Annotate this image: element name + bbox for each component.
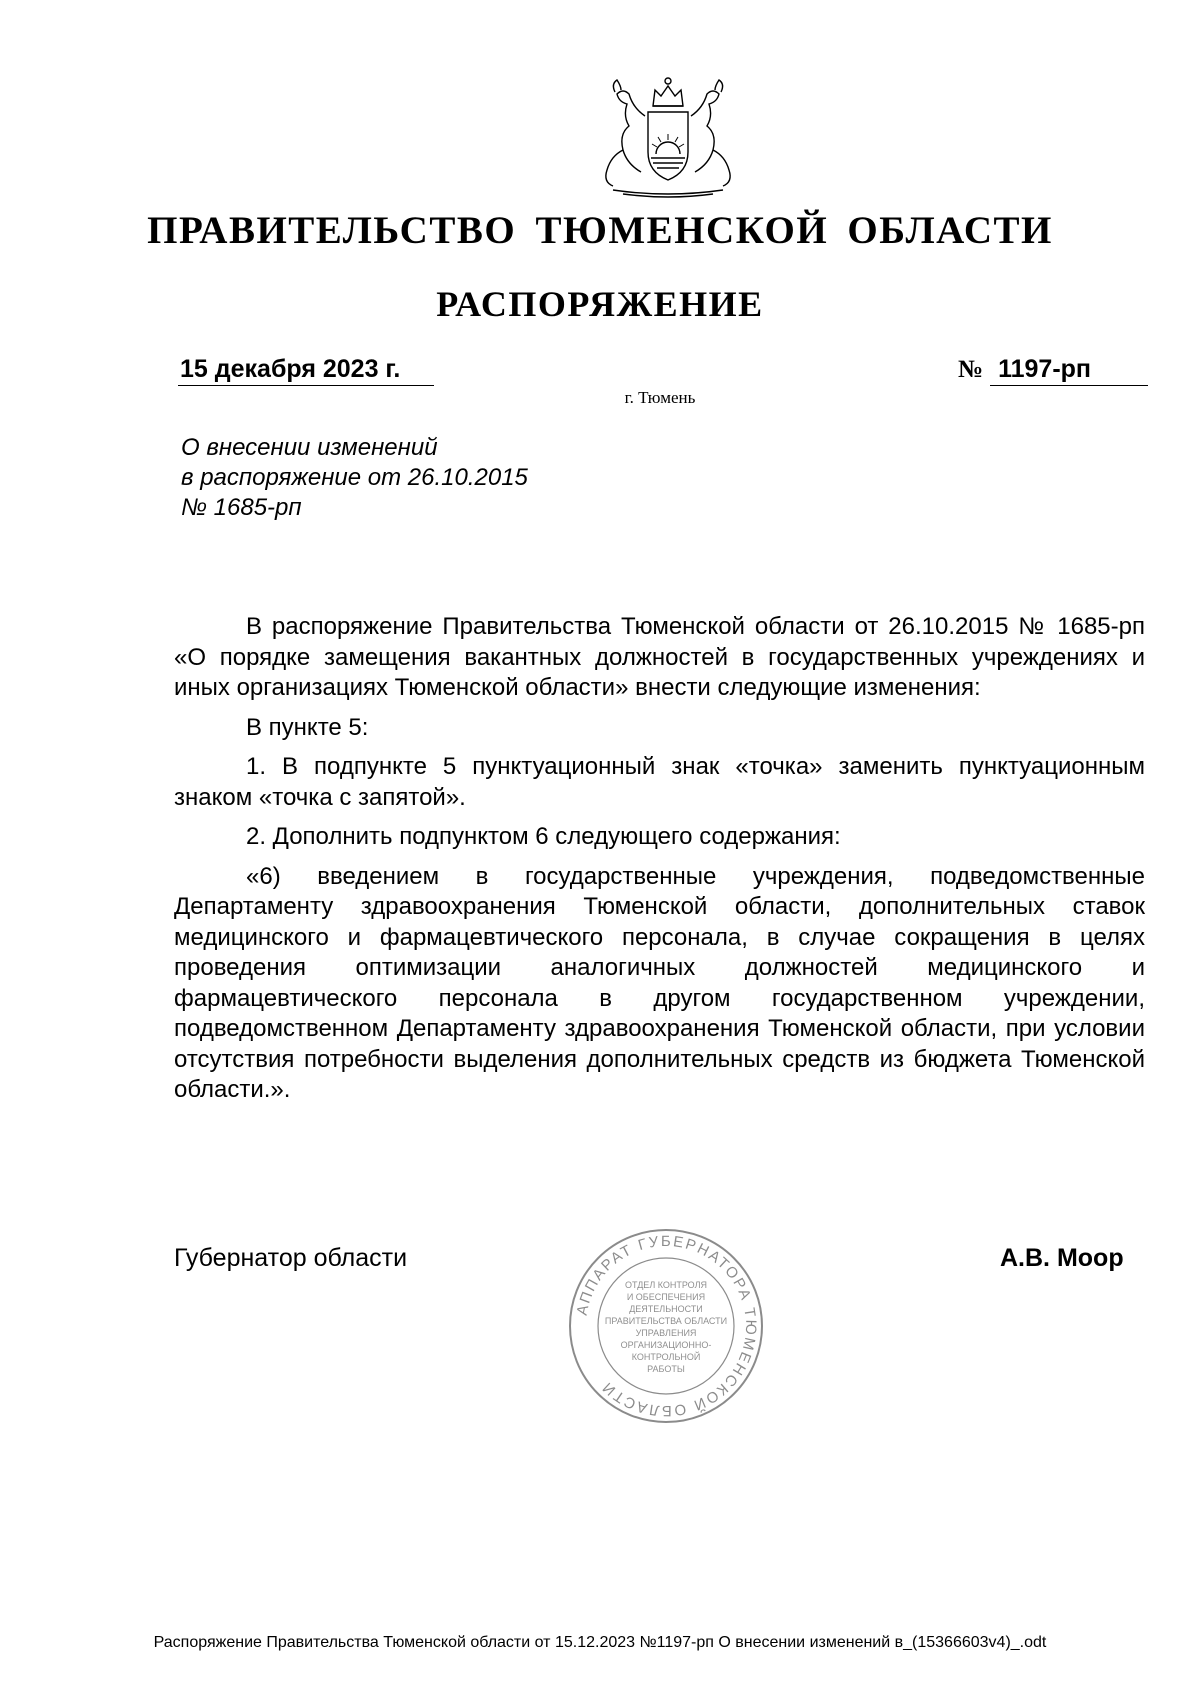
city: г. Тюмень	[624, 388, 696, 407]
stamp-inner-text: ПРАВИТЕЛЬСТВА ОБЛАСТИ	[604, 1316, 728, 1326]
document-number-field	[958, 355, 1148, 386]
signer-name: А.В. Моор	[1000, 1244, 1124, 1272]
stamp-outer-text: АППАРАТ ГУБЕРНАТОРА ТЮМЕНСКОЙ ОБЛАСТИ	[573, 1232, 760, 1420]
body-paragraph: В пункте 5:	[246, 713, 369, 741]
stamp-inner-text: ОТДЕЛ КОНТРОЛЯ	[625, 1280, 707, 1290]
body-paragraph: 1. В подпункте 5 пунктуационный знак «точка» заменить пунктуационным знаком «точка с запятой».	[174, 753, 1145, 811]
document-footer: Распоряжение Правительства Тюменской области от 15.12.2023 №1197-рп О внесении изменений в_(15366603v4)_.odt	[153, 1634, 1047, 1651]
subject-line: О внесении изменений	[181, 434, 438, 461]
stamp-inner-text: КОНТРОЛЬНОЙ	[631, 1352, 701, 1362]
stamp-inner-text: ДЕЯТЕЛЬНОСТИ	[629, 1304, 703, 1314]
document-number: 1197-рп	[990, 355, 1148, 386]
signer-role: Губернатор области	[174, 1244, 408, 1272]
coat-of-arms-icon	[593, 72, 743, 202]
document-type: РАСПОРЯЖЕНИЕ	[436, 284, 764, 324]
body-paragraph: В распоряжение Правительства Тюменской области от 26.10.2015 № 1685-рп «О порядке замещения вакантных должностей в государственных учреждениях и иных организациях Тюменской области» внести следующие изменения:	[174, 613, 1145, 701]
document-date: 15 декабря 2023 г.	[178, 355, 434, 386]
subject-line: в распоряжение от 26.10.2015	[181, 464, 528, 491]
stamp-inner-text: УПРАВЛЕНИЯ	[635, 1328, 697, 1338]
document-body	[174, 612, 1145, 1115]
body-paragraph: «6) введением в государственные учреждения, подведомственные Департаменту здравоохранения Тюменской области, дополнительных ставок медицинского и фармацевтического персонала, в случае сокращения в целях проведения оптимизации аналогичных должностей медицинского и фармацевтического персонала в другом государственном учреждении, подведомственном Департаменту здравоохранения Тюменской области, при условии отсутствия потребности выделения дополнительных средств из бюджета Тюменской области.».	[174, 862, 1145, 1103]
body-paragraph: 2. Дополнить подпунктом 6 следующего содержания:	[246, 823, 841, 850]
document-subject	[181, 433, 528, 523]
stamp-inner-text: И ОБЕСПЕЧЕНИЯ	[626, 1292, 706, 1302]
authority-title: ПРАВИТЕЛЬСТВО ТЮМЕНСКОЙ ОБЛАСТИ	[147, 209, 1053, 252]
subject-line: № 1685-рп	[181, 494, 302, 521]
official-stamp	[566, 1226, 766, 1426]
number-sign: №	[958, 356, 984, 383]
stamp-inner-text: РАБОТЫ	[647, 1364, 685, 1374]
stamp-inner-text: ОРГАНИЗАЦИОННО-	[620, 1340, 712, 1350]
